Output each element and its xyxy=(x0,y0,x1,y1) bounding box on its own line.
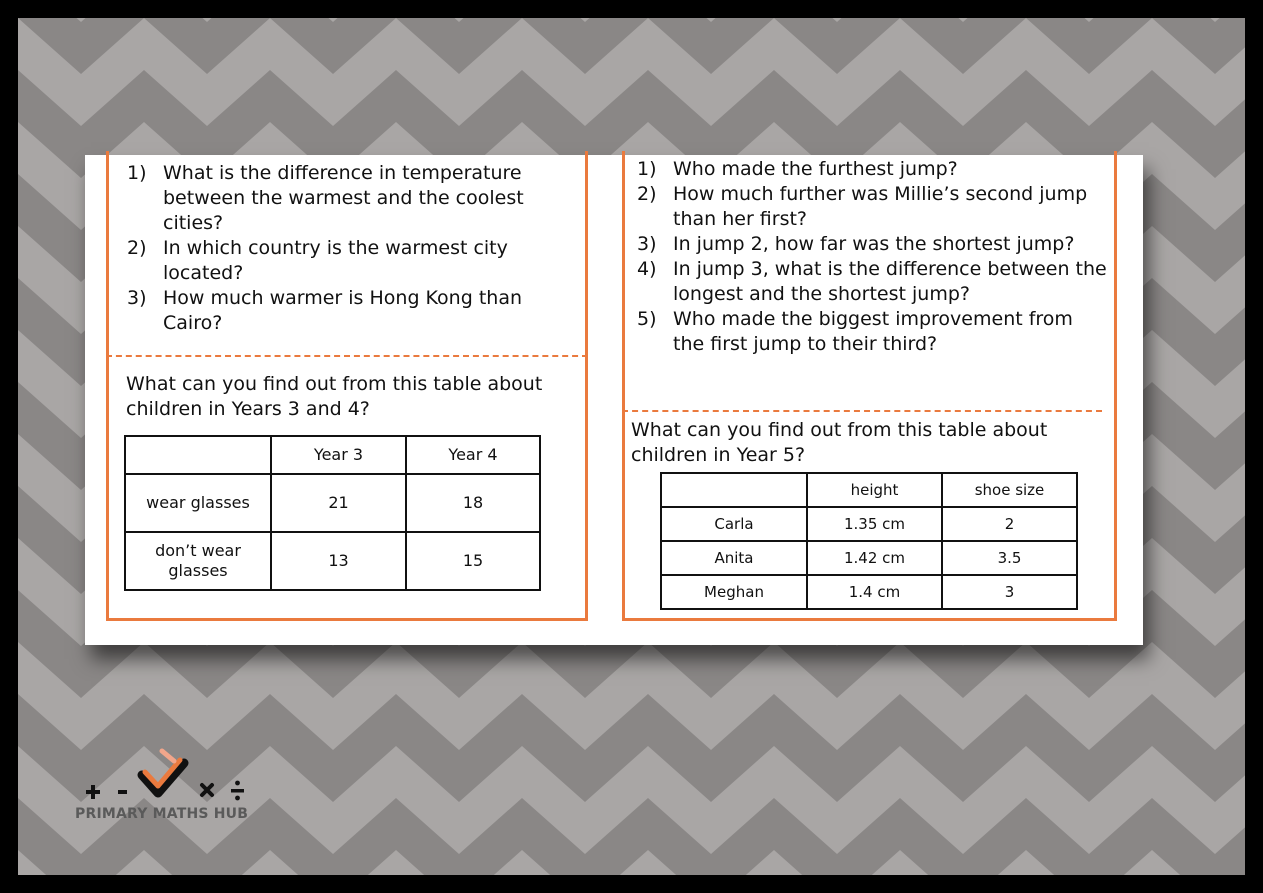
height-shoe-size-table xyxy=(660,472,1078,610)
question-text: In which country is the warmest city located? xyxy=(163,237,508,284)
question-item xyxy=(127,286,572,336)
question-item xyxy=(127,236,572,286)
question-text: How much further was Millie’s second jump than her first? xyxy=(673,183,1088,230)
question-number: 1) xyxy=(127,162,147,184)
value-cell: 1.4 cm xyxy=(807,575,942,609)
logo-text: PRIMARY MATHS HUB xyxy=(75,806,249,822)
left-question-card xyxy=(106,151,588,621)
header-cell xyxy=(661,473,807,507)
row-label-cell: Carla xyxy=(661,507,807,541)
value-cell: 18 xyxy=(406,474,540,532)
question-item xyxy=(637,307,1107,357)
value-cell: 2 xyxy=(942,507,1077,541)
header-cell: Year 3 xyxy=(271,436,406,474)
value-cell: 1.42 cm xyxy=(807,541,942,575)
question-item xyxy=(637,232,1107,257)
header-cell: height xyxy=(807,473,942,507)
header-cell: shoe size xyxy=(942,473,1077,507)
math-symbols-checkmark-icon xyxy=(70,745,270,805)
row-label-cell: don’t wear glasses xyxy=(125,532,271,590)
left-question-list xyxy=(127,161,572,336)
question-number: 3) xyxy=(637,233,657,255)
question-text: In jump 2, how far was the shortest jump? xyxy=(673,233,1075,255)
value-cell: 3 xyxy=(942,575,1077,609)
question-item xyxy=(637,257,1107,307)
question-text: Who made the furthest jump? xyxy=(673,158,958,180)
table-header-row xyxy=(661,473,1077,507)
row-label-cell: Meghan xyxy=(661,575,807,609)
table-prompt: What can you find out from this table about children in Years 3 and 4? xyxy=(126,373,543,420)
primary-maths-hub-logo xyxy=(70,745,270,825)
right-question-card xyxy=(622,151,1117,621)
table-row xyxy=(661,541,1077,575)
row-label-cell: wear glasses xyxy=(125,474,271,532)
dashed-divider xyxy=(106,355,588,357)
table-row xyxy=(661,575,1077,609)
worksheet-page xyxy=(85,155,1143,645)
background-frame xyxy=(18,18,1245,875)
value-cell: 15 xyxy=(406,532,540,590)
question-text: What is the difference in temperature between the warmest and the coolest cities? xyxy=(163,162,524,234)
question-number: 2) xyxy=(127,237,147,259)
value-cell: 1.35 cm xyxy=(807,507,942,541)
question-item xyxy=(637,182,1107,232)
value-cell: 21 xyxy=(271,474,406,532)
header-cell: Year 4 xyxy=(406,436,540,474)
question-text: In jump 3, what is the difference between the longest and the shortest jump? xyxy=(673,258,1107,305)
glasses-table xyxy=(124,435,541,591)
question-text: How much warmer is Hong Kong than Cairo? xyxy=(163,287,523,334)
table-prompt: What can you find out from this table about children in Year 5? xyxy=(631,419,1048,466)
right-question-list xyxy=(637,157,1107,357)
row-label-cell: Anita xyxy=(661,541,807,575)
question-item xyxy=(637,157,1107,182)
question-number: 1) xyxy=(637,158,657,180)
question-number: 2) xyxy=(637,183,657,205)
table-header-row xyxy=(125,436,540,474)
value-cell: 13 xyxy=(271,532,406,590)
value-cell: 3.5 xyxy=(942,541,1077,575)
header-cell xyxy=(125,436,271,474)
question-number: 4) xyxy=(637,258,657,280)
question-number: 5) xyxy=(637,308,657,330)
question-text: Who made the biggest improvement from the first jump to their third? xyxy=(673,308,1073,355)
table-row xyxy=(661,507,1077,541)
table-row xyxy=(125,474,540,532)
question-item xyxy=(127,161,572,236)
dashed-divider xyxy=(622,410,1102,412)
table-row xyxy=(125,532,540,590)
question-number: 3) xyxy=(127,287,147,309)
